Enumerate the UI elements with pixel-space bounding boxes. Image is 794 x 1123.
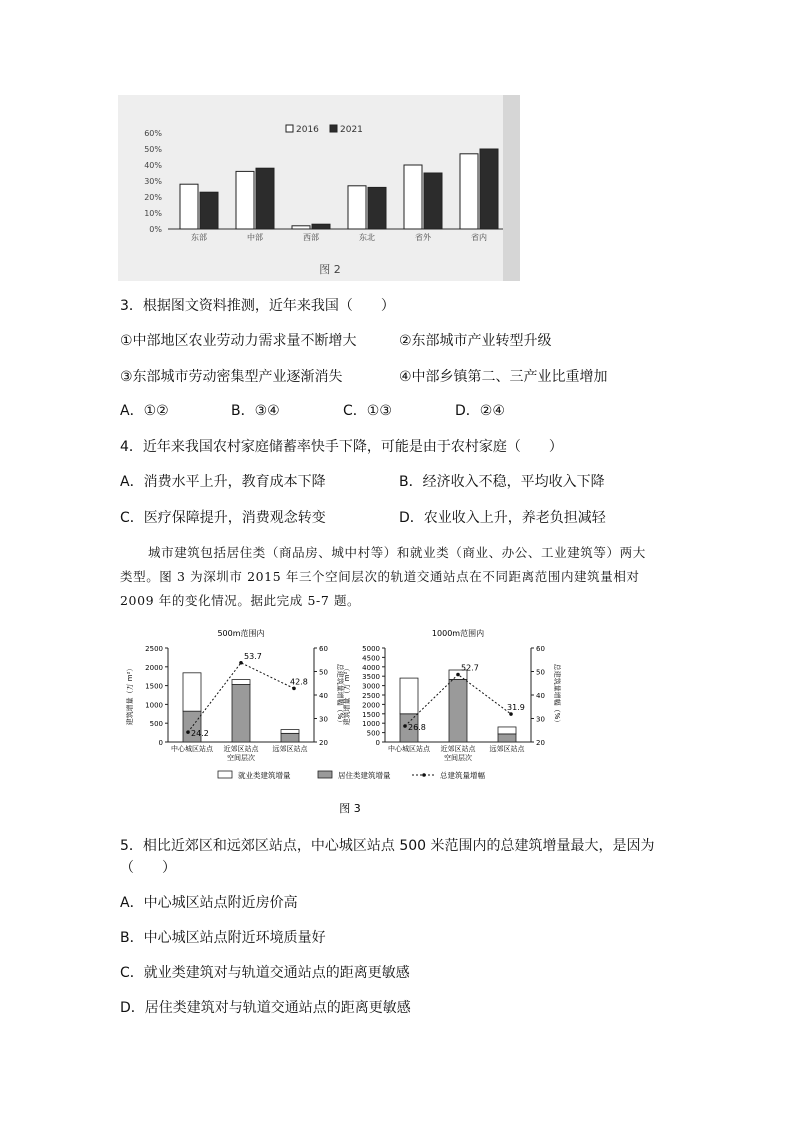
legend-swatch-2021 [330, 125, 337, 132]
x-tick-label: 东北 [359, 233, 375, 242]
bar-employment [183, 673, 201, 711]
bar-employment [232, 680, 250, 685]
x-tick-label: 省外 [415, 233, 431, 242]
x-tick-label: 远郊区站点 [272, 745, 308, 753]
q5-option-c: C．就业类建筑对与轨道交通站点的距离更敏感 [120, 965, 410, 981]
growth-label: 53.7 [244, 651, 262, 661]
x-axis-title: 空间层次 [227, 754, 255, 762]
q4-option-c: C．医疗保障提升，消费观念转变 [120, 510, 326, 526]
passage-line-1: 城市建筑包括居住类（商品房、城中村等）和就业类（商业、办公、工业建筑等）两大 [148, 545, 646, 560]
left-tick-label: 4000 [362, 663, 380, 672]
y-tick-label: 0% [149, 225, 162, 234]
left-tick-label: 500 [366, 729, 380, 738]
bar-residential [498, 734, 516, 742]
right-tick-label: 60 [536, 645, 545, 653]
bar-2016 [292, 226, 310, 229]
bar-2021 [480, 149, 498, 229]
growth-label: 52.7 [461, 663, 479, 673]
right-tick-label: 50 [319, 668, 328, 677]
legend-swatch-residential [318, 771, 332, 778]
legend-label-growth: 总建筑量增幅 [440, 771, 485, 780]
bar-2016 [236, 171, 254, 229]
figure-3-chart [118, 622, 588, 820]
x-tick-label: 中心城区站点 [388, 745, 430, 753]
left-tick-label: 2000 [145, 663, 163, 672]
bar-2016 [348, 186, 366, 229]
passage-line-3: 2009 年的变化情况。据此完成 5-7 题。 [120, 593, 361, 608]
y-tick-label: 30% [144, 177, 162, 186]
q4-stem: 4．近年来我国农村家庭储蓄率快手下降，可能是由于农村家庭（ ） [120, 439, 563, 455]
left-tick-label: 3500 [362, 673, 380, 682]
passage [120, 541, 680, 613]
legend-label-2021: 2021 [340, 125, 363, 135]
figure-2-scan-edge [503, 95, 520, 281]
bar-2016 [180, 184, 198, 229]
x-tick-label: 省内 [471, 233, 487, 242]
left-tick-label: 0 [375, 739, 380, 747]
legend-line-point [422, 773, 426, 777]
left-tick-label: 2000 [362, 701, 380, 710]
growth-point [186, 730, 190, 734]
left-tick-label: 0 [158, 739, 163, 747]
q3-option-4: ④中部乡镇第二、三产业比重增加 [399, 369, 608, 385]
growth-label: 42.8 [290, 677, 308, 687]
figure-2-chart [118, 95, 520, 281]
x-tick-label: 西部 [303, 233, 319, 242]
q3-choice-a: A．①② [120, 403, 169, 419]
x-tick-label: 东部 [191, 233, 207, 242]
left-tick-label: 4500 [362, 654, 380, 663]
left-tick-label: 5000 [362, 645, 380, 653]
q5-option-b: B．中心城区站点附近环境质量好 [120, 930, 326, 946]
left-axis-title: 建筑增量（万 m²） [343, 664, 351, 726]
y-tick-label: 50% [144, 145, 162, 154]
y-tick-label: 20% [144, 193, 162, 202]
q4-option-a: A．消费水平上升，教育成本下降 [120, 474, 326, 490]
left-tick-label: 1000 [362, 720, 380, 729]
y-tick-label: 60% [144, 129, 162, 138]
figure-3 [118, 622, 588, 820]
bar-employment [498, 727, 516, 734]
growth-label: 26.8 [408, 723, 426, 733]
growth-point [403, 724, 407, 728]
bar-2021 [368, 187, 386, 229]
growth-point [239, 661, 243, 665]
bar-residential [232, 684, 250, 742]
q5-option-a: A．中心城区站点附近房价高 [120, 895, 298, 911]
x-tick-label: 中心城区站点 [171, 745, 213, 753]
right-tick-label: 20 [536, 739, 545, 747]
bar-residential [449, 679, 467, 742]
q4-option-b: B．经济收入不稳，平均收入下降 [399, 474, 605, 490]
x-tick-label: 近郊区站点 [440, 745, 476, 753]
left-tick-label: 2500 [145, 645, 163, 653]
figure-3-caption: 图 3 [339, 802, 361, 815]
bar-2016 [404, 165, 422, 229]
left-tick-label: 3000 [362, 682, 380, 691]
bar-2021 [200, 192, 218, 229]
x-tick-label: 中部 [247, 233, 263, 242]
right-tick-label: 40 [319, 692, 328, 700]
left-axis-title: 建筑增量（万 m²） [126, 664, 134, 726]
q3-option-3: ③东部城市劳动密集型产业逐渐消失 [120, 369, 343, 385]
y-tick-label: 40% [144, 161, 162, 170]
left-tick-label: 2500 [362, 692, 380, 700]
q4-option-d: D．农业收入上升，养老负担减轻 [399, 510, 606, 526]
left-tick-label: 1500 [145, 682, 163, 691]
q5-stem-line-1: 5．相比近郊区和远郊区站点，中心城区站点 500 米范围内的总建筑增量最大，是因为 [120, 838, 655, 854]
bar-2021 [312, 224, 330, 229]
bar-employment [281, 730, 299, 734]
q5-option-d: D．居住类建筑对与轨道交通站点的距离更敏感 [120, 1000, 411, 1016]
q3-stem: 3．根据图文资料推测，近年来我国（ ） [120, 298, 395, 314]
q3-choice-b: B．③④ [231, 403, 280, 419]
growth-label: 31.9 [507, 703, 525, 713]
legend-label-employment: 就业类建筑增量 [238, 771, 291, 780]
left-tick-label: 1000 [145, 701, 163, 710]
right-tick-label: 20 [319, 739, 328, 747]
right-tick-label: 30 [319, 715, 328, 724]
right-axis-title: 总建筑量增幅（%） [336, 663, 344, 727]
figure-2-caption: 图 2 [319, 263, 341, 276]
legend-swatch-employment [218, 771, 232, 778]
bar-2021 [256, 168, 274, 229]
right-tick-label: 30 [536, 715, 545, 724]
growth-label: 24.2 [191, 729, 209, 739]
q3-option-1: ①中部地区农业劳动力需求量不断增大 [120, 333, 357, 349]
right-axis-title: 总建筑量增幅（%） [553, 663, 561, 727]
growth-point [456, 673, 460, 677]
bar-2016 [460, 154, 478, 229]
x-tick-label: 远郊区站点 [489, 745, 525, 753]
legend-label-2016: 2016 [296, 125, 319, 135]
right-tick-label: 60 [319, 645, 328, 653]
panel-500m-title: 500m范围内 [217, 629, 265, 638]
passage-line-2: 类型。图 3 为深圳市 2015 年三个空间层次的轨道交通站点在不同距离范围内建筑量相对 [120, 569, 640, 584]
bar-employment [400, 678, 418, 714]
bar-residential [281, 733, 299, 742]
right-tick-label: 50 [536, 668, 545, 677]
q3-choice-c: C．①③ [343, 403, 392, 419]
q3-option-2: ②东部城市产业转型升级 [399, 333, 552, 349]
y-tick-label: 10% [144, 209, 162, 218]
legend-swatch-2016 [286, 125, 293, 132]
growth-point [292, 687, 296, 691]
panel-1000m-title: 1000m范围内 [431, 629, 485, 638]
right-tick-label: 40 [536, 692, 545, 700]
q5-stem-line-2: （ ） [120, 860, 176, 876]
left-tick-label: 1500 [362, 710, 380, 719]
left-tick-label: 500 [149, 720, 163, 729]
bar-2021 [424, 173, 442, 229]
figure-2 [118, 95, 520, 281]
x-tick-label: 近郊区站点 [223, 745, 259, 753]
q3-choice-d: D．②④ [455, 403, 505, 419]
legend-label-residential: 居住类建筑增量 [338, 771, 391, 780]
x-axis-title: 空间层次 [444, 754, 472, 762]
growth-point [509, 712, 513, 716]
